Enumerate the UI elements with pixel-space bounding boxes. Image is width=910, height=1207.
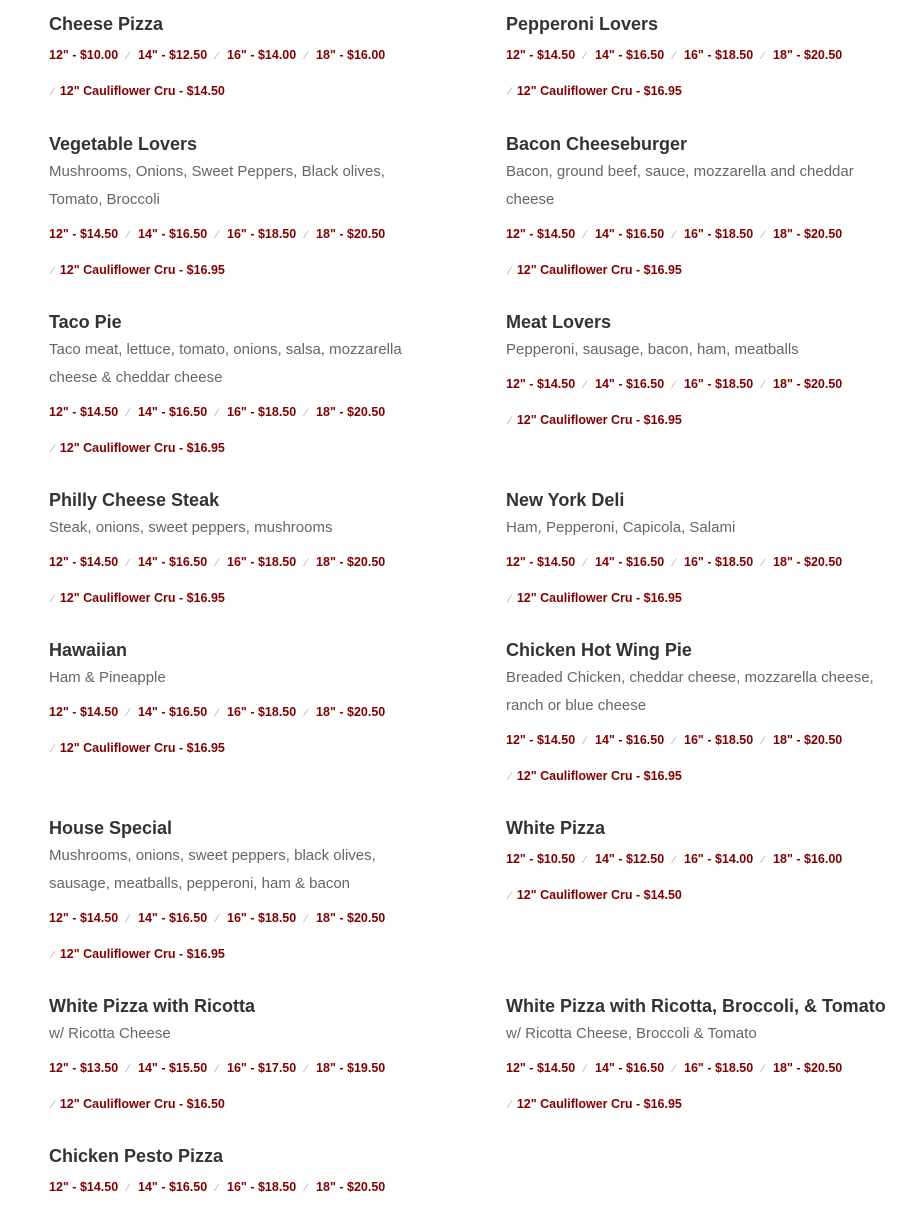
- size-price: 18" - $19.50: [316, 1061, 386, 1075]
- menu-item: [49, 639, 449, 766]
- price-list: [506, 37, 910, 109]
- size-price-row: [506, 366, 910, 402]
- slash-separator-icon: ⁄: [762, 379, 765, 391]
- cauliflower-price-row: [49, 730, 449, 766]
- size-price: 16" - $18.50: [684, 555, 754, 569]
- slash-separator-icon: ⁄: [673, 379, 676, 391]
- cauliflower-crust-price: 12" Cauliflower Cru - $14.50: [516, 888, 682, 902]
- size-price: 14" - $16.50: [595, 555, 665, 569]
- slash-separator-icon: ⁄: [52, 949, 54, 961]
- item-name: Taco Pie: [49, 312, 122, 332]
- cauliflower-price-row: [49, 252, 449, 288]
- slash-separator-icon: ⁄: [305, 1063, 308, 1075]
- size-price: 16" - $18.50: [684, 1061, 754, 1075]
- slash-separator-icon: ⁄: [52, 265, 54, 277]
- item-description: Ham, Pepperoni, Capicola, Salami: [506, 519, 736, 536]
- size-price-row: [49, 1169, 449, 1205]
- size-price: 16" - $18.50: [227, 405, 297, 419]
- size-price: 18" - $16.00: [773, 852, 843, 866]
- size-price: 12" - $14.50: [49, 227, 119, 241]
- size-price: 18" - $20.50: [773, 227, 843, 241]
- size-price: 16" - $14.00: [227, 48, 297, 62]
- slash-separator-icon: ⁄: [127, 707, 130, 719]
- cauliflower-crust-price: 12" Cauliflower Cru - $16.95: [516, 84, 682, 98]
- slash-separator-icon: ⁄: [127, 229, 130, 241]
- menu-item: [49, 133, 449, 288]
- slash-separator-icon: ⁄: [127, 1063, 130, 1075]
- price-list: [506, 841, 910, 913]
- price-list: [49, 394, 449, 466]
- slash-separator-icon: ⁄: [584, 379, 587, 391]
- slash-separator-icon: ⁄: [216, 1182, 219, 1194]
- item-name: House Special: [49, 818, 173, 838]
- slash-separator-icon: ⁄: [673, 557, 676, 569]
- slash-separator-icon: ⁄: [305, 1182, 308, 1194]
- size-price: 14" - $15.50: [138, 1061, 208, 1075]
- price-list: [506, 366, 910, 438]
- size-price: 12" - $14.50: [49, 405, 119, 419]
- slash-separator-icon: ⁄: [52, 443, 54, 455]
- price-list: [506, 722, 910, 794]
- menu-item: [49, 311, 449, 466]
- slash-separator-icon: ⁄: [762, 854, 765, 866]
- item-description: Steak, onions, sweet peppers, mushrooms: [49, 519, 333, 536]
- size-price: 16" - $18.50: [227, 705, 297, 719]
- size-price-row: [506, 1050, 910, 1086]
- size-price: 16" - $14.00: [684, 852, 754, 866]
- cauliflower-crust-price: 12" Cauliflower Cru - $16.95: [516, 263, 682, 277]
- cauliflower-crust-price: 12" Cauliflower Cru - $16.95: [59, 947, 225, 961]
- item-name: White Pizza: [506, 818, 606, 838]
- size-price: 12" - $14.50: [506, 227, 576, 241]
- size-price: 12" - $14.50: [506, 48, 576, 62]
- price-list: [49, 216, 449, 288]
- size-price-row: [506, 216, 910, 252]
- slash-separator-icon: ⁄: [584, 735, 587, 747]
- size-price-row: [506, 722, 910, 758]
- size-price-row: [49, 216, 449, 252]
- cauliflower-price-row: [506, 580, 910, 616]
- slash-separator-icon: ⁄: [584, 229, 587, 241]
- slash-separator-icon: ⁄: [762, 229, 765, 241]
- size-price: 14" - $16.50: [595, 377, 665, 391]
- slash-separator-icon: ⁄: [127, 913, 130, 925]
- slash-separator-icon: ⁄: [216, 407, 219, 419]
- item-name: White Pizza with Ricotta, Broccoli, & Tomato: [506, 996, 886, 1016]
- cauliflower-crust-price: 12" Cauliflower Cru - $16.95: [59, 441, 225, 455]
- slash-separator-icon: ⁄: [673, 735, 676, 747]
- cauliflower-crust-price: 12" Cauliflower Cru - $16.95: [516, 1097, 682, 1111]
- size-price: 14" - $16.50: [138, 911, 208, 925]
- price-list: [49, 544, 449, 616]
- item-name: Hawaiian: [49, 640, 128, 660]
- item-name: Chicken Hot Wing Pie: [506, 640, 692, 660]
- slash-separator-icon: ⁄: [584, 557, 587, 569]
- size-price: 14" - $16.50: [595, 733, 665, 747]
- slash-separator-icon: ⁄: [305, 50, 308, 62]
- cauliflower-price-row: [506, 877, 910, 913]
- cauliflower-crust-price: 12" Cauliflower Cru - $16.95: [59, 591, 225, 605]
- cauliflower-price-row: [49, 1086, 449, 1122]
- cauliflower-price-row: [49, 580, 449, 616]
- size-price: 16" - $17.50: [227, 1061, 297, 1075]
- size-price: 18" - $20.50: [316, 405, 386, 419]
- size-price: 12" - $14.50: [506, 377, 576, 391]
- price-list: [49, 37, 449, 109]
- cauliflower-price-row: [506, 252, 910, 288]
- size-price-row: [49, 394, 449, 430]
- slash-separator-icon: ⁄: [584, 854, 587, 866]
- menu-item: [506, 995, 910, 1122]
- slash-separator-icon: ⁄: [673, 50, 676, 62]
- size-price-row: [49, 544, 449, 580]
- menu-item: [506, 13, 910, 109]
- cauliflower-crust-price: 12" Cauliflower Cru - $16.50: [59, 1097, 225, 1111]
- size-price: 18" - $20.50: [773, 733, 843, 747]
- size-price: 18" - $16.00: [316, 48, 386, 62]
- slash-separator-icon: ⁄: [762, 735, 765, 747]
- slash-separator-icon: ⁄: [509, 1099, 511, 1111]
- size-price-row: [506, 37, 910, 73]
- item-name: Vegetable Lovers: [49, 134, 198, 154]
- item-description: Mushrooms, Onions, Sweet Peppers, Black olives, Tomato, Broccoli: [49, 163, 385, 208]
- slash-separator-icon: ⁄: [52, 86, 54, 98]
- size-price-row: [49, 1050, 449, 1086]
- item-description: Ham & Pineapple: [49, 669, 166, 686]
- size-price: 18" - $20.50: [773, 1061, 843, 1075]
- item-name: Philly Cheese Steak: [49, 490, 220, 510]
- size-price: 16" - $18.50: [684, 377, 754, 391]
- item-name: Chicken Pesto Pizza: [49, 1146, 224, 1166]
- size-price: 12" - $14.50: [49, 1180, 119, 1194]
- cauliflower-crust-price: 12" Cauliflower Cru - $16.95: [59, 263, 225, 277]
- price-list: [49, 1050, 449, 1122]
- item-description: Bacon, ground beef, sauce, mozzarella and cheddar cheese: [506, 163, 854, 208]
- cauliflower-price-row: [49, 73, 449, 109]
- slash-separator-icon: ⁄: [305, 229, 308, 241]
- size-price-row: [49, 900, 449, 936]
- item-name: Bacon Cheeseburger: [506, 134, 688, 154]
- slash-separator-icon: ⁄: [216, 707, 219, 719]
- slash-separator-icon: ⁄: [216, 557, 219, 569]
- size-price: 16" - $18.50: [684, 48, 754, 62]
- item-name: Cheese Pizza: [49, 14, 164, 34]
- size-price: 14" - $16.50: [595, 1061, 665, 1075]
- size-price: 16" - $18.50: [684, 227, 754, 241]
- size-price: 18" - $20.50: [773, 555, 843, 569]
- slash-separator-icon: ⁄: [127, 557, 130, 569]
- size-price: 12" - $14.50: [49, 705, 119, 719]
- slash-separator-icon: ⁄: [52, 1099, 54, 1111]
- size-price: 16" - $18.50: [227, 1180, 297, 1194]
- slash-separator-icon: ⁄: [305, 707, 308, 719]
- slash-separator-icon: ⁄: [509, 771, 511, 783]
- item-description: Pepperoni, sausage, bacon, ham, meatballs: [506, 341, 799, 358]
- cauliflower-price-row: [506, 758, 910, 794]
- item-name: White Pizza with Ricotta: [49, 996, 256, 1016]
- size-price: 12" - $14.50: [506, 555, 576, 569]
- slash-separator-icon: ⁄: [52, 743, 54, 755]
- price-list: [506, 544, 910, 616]
- slash-separator-icon: ⁄: [216, 1063, 219, 1075]
- slash-separator-icon: ⁄: [673, 854, 676, 866]
- menu-item: [506, 639, 910, 794]
- cauliflower-crust-price: 12" Cauliflower Cru - $16.95: [59, 741, 225, 755]
- slash-separator-icon: ⁄: [762, 50, 765, 62]
- size-price: 12" - $14.50: [506, 733, 576, 747]
- size-price: 14" - $12.50: [138, 48, 208, 62]
- menu-item: [506, 489, 910, 616]
- size-price: 12" - $10.50: [506, 852, 576, 866]
- slash-separator-icon: ⁄: [216, 229, 219, 241]
- slash-separator-icon: ⁄: [305, 557, 308, 569]
- size-price: 18" - $20.50: [316, 705, 386, 719]
- slash-separator-icon: ⁄: [216, 50, 219, 62]
- size-price: 14" - $16.50: [138, 705, 208, 719]
- slash-separator-icon: ⁄: [509, 265, 511, 277]
- slash-separator-icon: ⁄: [509, 415, 511, 427]
- size-price: 12" - $13.50: [49, 1061, 119, 1075]
- cauliflower-crust-price: 12" Cauliflower Cru - $16.95: [516, 769, 682, 783]
- menu-item: [49, 13, 449, 109]
- size-price-row: [49, 37, 449, 73]
- cauliflower-price-row: [506, 1086, 910, 1122]
- price-list: [506, 1050, 910, 1122]
- slash-separator-icon: ⁄: [127, 1182, 130, 1194]
- menu-item: [506, 133, 910, 288]
- menu-item: [49, 817, 449, 972]
- slash-separator-icon: ⁄: [762, 1063, 765, 1075]
- size-price: 18" - $20.50: [316, 227, 386, 241]
- size-price: 12" - $10.00: [49, 48, 119, 62]
- size-price: 16" - $18.50: [227, 227, 297, 241]
- menu-item: [506, 311, 910, 438]
- size-price-row: [49, 694, 449, 730]
- item-description: Mushrooms, onions, sweet peppers, black olives, sausage, meatballs, pepperoni, ham & bacon: [49, 847, 376, 892]
- slash-separator-icon: ⁄: [509, 86, 511, 98]
- cauliflower-price-row: [506, 402, 910, 438]
- size-price: 14" - $16.50: [595, 227, 665, 241]
- size-price: 18" - $20.50: [773, 48, 843, 62]
- size-price: 16" - $18.50: [227, 911, 297, 925]
- size-price: 18" - $20.50: [316, 1180, 386, 1194]
- item-name: Meat Lovers: [506, 312, 612, 332]
- size-price-row: [506, 841, 910, 877]
- cauliflower-price-row: [49, 430, 449, 466]
- size-price: 16" - $18.50: [227, 555, 297, 569]
- item-description: Breaded Chicken, cheddar cheese, mozzarella cheese, ranch or blue cheese: [506, 669, 874, 714]
- size-price: 18" - $20.50: [773, 377, 843, 391]
- item-description: Taco meat, lettuce, tomato, onions, salsa, mozzarella cheese & cheddar cheese: [49, 341, 402, 386]
- size-price: 18" - $20.50: [316, 911, 386, 925]
- slash-separator-icon: ⁄: [762, 557, 765, 569]
- slash-separator-icon: ⁄: [216, 913, 219, 925]
- size-price: 18" - $20.50: [316, 555, 386, 569]
- item-name: Pepperoni Lovers: [506, 14, 659, 34]
- size-price: 12" - $14.50: [49, 555, 119, 569]
- price-list: [49, 1169, 449, 1205]
- item-name: New York Deli: [506, 490, 625, 510]
- menu-item: [49, 489, 449, 616]
- size-price: 14" - $16.50: [138, 227, 208, 241]
- size-price: 14" - $16.50: [138, 555, 208, 569]
- size-price: 12" - $14.50: [49, 911, 119, 925]
- price-list: [49, 694, 449, 766]
- size-price: 14" - $16.50: [138, 405, 208, 419]
- slash-separator-icon: ⁄: [52, 593, 54, 605]
- price-list: [49, 900, 449, 972]
- slash-separator-icon: ⁄: [673, 1063, 676, 1075]
- slash-separator-icon: ⁄: [584, 50, 587, 62]
- cauliflower-crust-price: 12" Cauliflower Cru - $16.95: [516, 591, 682, 605]
- slash-separator-icon: ⁄: [673, 229, 676, 241]
- size-price: 14" - $16.50: [138, 1180, 208, 1194]
- slash-separator-icon: ⁄: [127, 407, 130, 419]
- size-price: 14" - $16.50: [595, 48, 665, 62]
- slash-separator-icon: ⁄: [305, 407, 308, 419]
- item-description: w/ Ricotta Cheese, Broccoli & Tomato: [506, 1025, 757, 1042]
- slash-separator-icon: ⁄: [305, 913, 308, 925]
- cauliflower-crust-price: 12" Cauliflower Cru - $16.95: [516, 413, 682, 427]
- slash-separator-icon: ⁄: [509, 890, 511, 902]
- slash-separator-icon: ⁄: [509, 593, 511, 605]
- cauliflower-crust-price: 12" Cauliflower Cru - $14.50: [59, 84, 225, 98]
- menu-item: [49, 1145, 449, 1205]
- price-list: [506, 216, 910, 288]
- menu-item: [506, 817, 910, 913]
- size-price: 14" - $12.50: [595, 852, 665, 866]
- slash-separator-icon: ⁄: [127, 50, 130, 62]
- cauliflower-price-row: [49, 936, 449, 972]
- size-price: 12" - $14.50: [506, 1061, 576, 1075]
- size-price-row: [506, 544, 910, 580]
- menu-item: [49, 995, 449, 1122]
- size-price: 16" - $18.50: [684, 733, 754, 747]
- cauliflower-price-row: [506, 73, 910, 109]
- item-description: w/ Ricotta Cheese: [49, 1025, 171, 1042]
- slash-separator-icon: ⁄: [584, 1063, 587, 1075]
